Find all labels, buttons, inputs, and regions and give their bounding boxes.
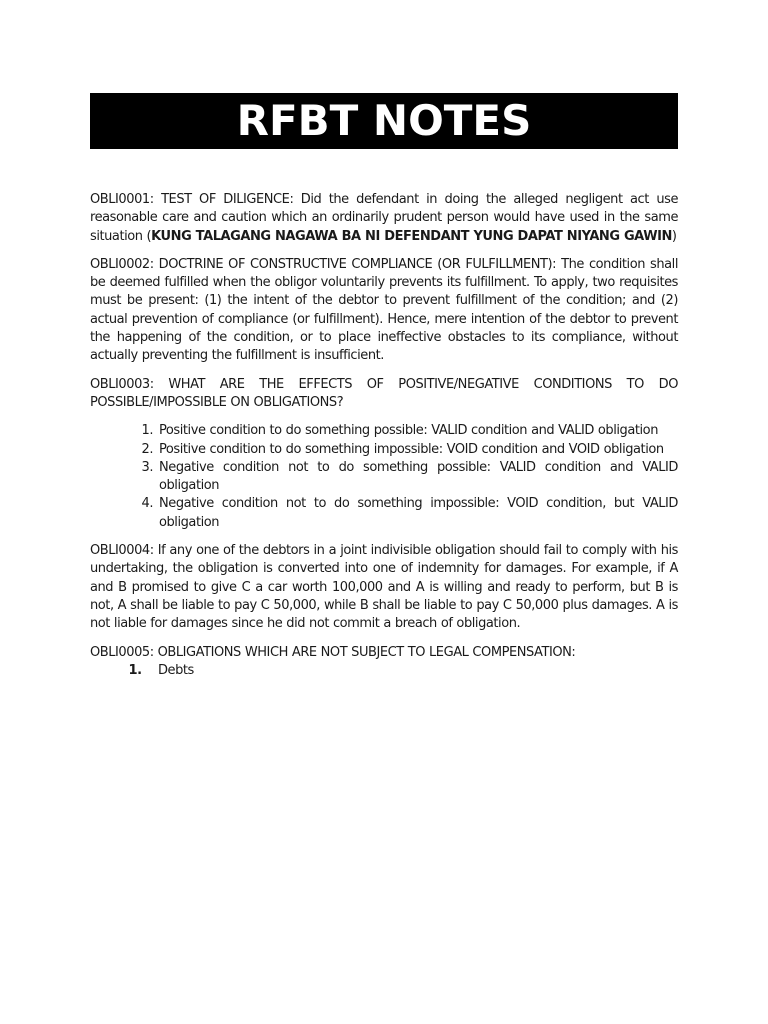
- obli0001-text: OBLI0001: TEST OF DILIGENCE: Did the defendant in doing the alleged negligent act use reasonable care and caution which an ordinarily prudent person would have used in the same situation (: [90, 192, 678, 244]
- note-obli0001: [90, 191, 678, 246]
- obli0001-bold-text: KUNG TALAGANG NAGAWA BA NI DEFENDANT YUNG DAPAT NIYANG GAWIN: [151, 228, 672, 244]
- list-item: 3. Negative condition not to do something possible: VALID condition and VALID obligation: [157, 459, 678, 496]
- note-obli0002: OBLI0002: DOCTRINE OF CONSTRUCTIVE COMPLIANCE (OR FULFILLMENT): The condition shall be deemed fulfilled when the obligor voluntarily prevents its fulfillment. To apply, two requisites must be present: (1) the intent of the debtor to prevent fulfillment of the condition; and (2) actual prevention of compliance (or fulfillment). Hence, mere intention of the debtor to prevent the happening of the condition, or to place ineffective obstacles to its compliance, without actually preventing the fulfillment is insufficient.: [90, 256, 678, 364]
- title-banner: [90, 93, 678, 149]
- conditions-list: [90, 422, 678, 532]
- list-item: 2. Positive condition to do something impossible: VOID condition and VOID obligation: [157, 441, 678, 459]
- page-title: RFBT NOTES: [236, 96, 532, 145]
- note-obli0005-heading: OBLI0005: OBLIGATIONS WHICH ARE NOT SUBJECT TO LEGAL COMPENSATION:: [90, 644, 576, 660]
- list-item: 1. Positive condition to do something possible: VALID condition and VALID obligation: [157, 422, 678, 440]
- note-obli0004: OBLI0004: If any one of the debtors in a joint indivisible obligation should fail to comply with his undertaking, the obligation is converted into one of indemnity for damages. For example, if A and B promised to give C a car worth 100,000 and A is willing and ready to perform, but B is not, A shall be liable to pay C 50,000, while B shall be liable to pay C 50,000 plus damages. A is not liable for damages since he did not commit a breach of obligation.: [90, 543, 678, 632]
- list-item: 1. Debts: [146, 662, 678, 680]
- notes-body: [90, 191, 678, 680]
- compensation-list: [90, 662, 678, 680]
- note-obli0003-heading: OBLI0003: WHAT ARE THE EFFECTS OF POSITIVE/NEGATIVE CONDITIONS TO DO POSSIBLE/IMPOSSIBLE ON OBLIGATIONS?: [90, 376, 678, 410]
- list-item: 4. Negative condition not to do something impossible: VOID condition, but VALID obligation: [157, 495, 678, 532]
- obli0001-closing: ): [671, 228, 677, 244]
- document-page: [90, 93, 678, 680]
